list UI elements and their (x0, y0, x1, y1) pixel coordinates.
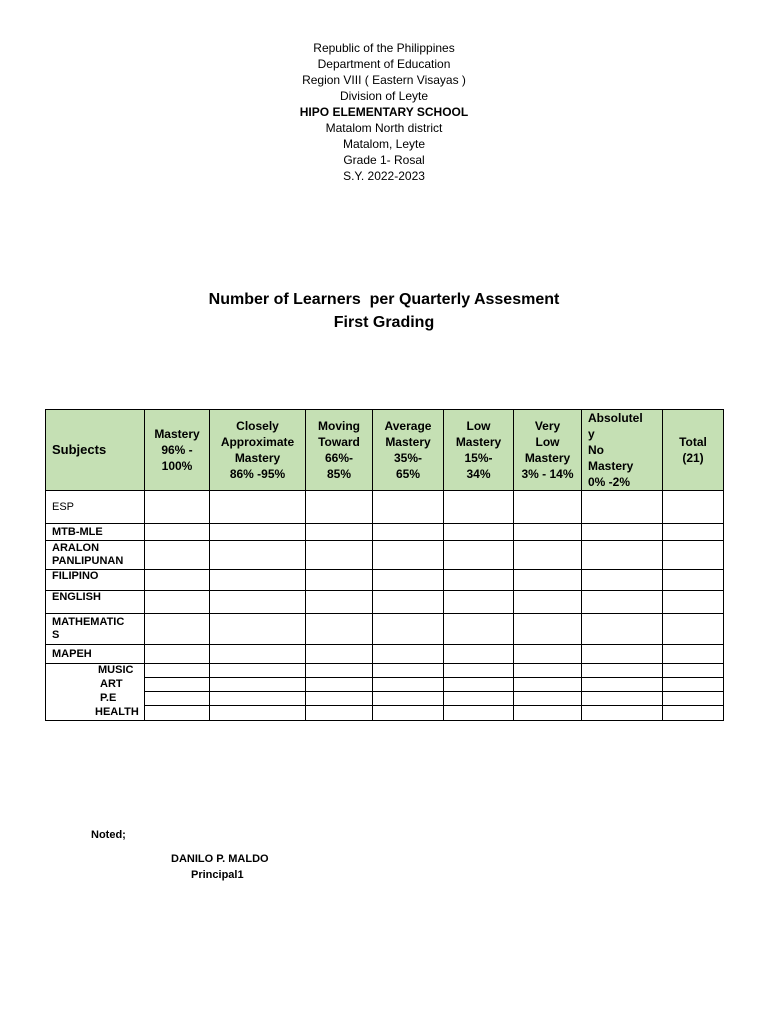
table-row (46, 706, 724, 721)
data-cell[interactable] (210, 614, 306, 645)
data-cell[interactable] (145, 645, 210, 664)
data-cell[interactable] (373, 645, 444, 664)
data-cell[interactable] (444, 570, 514, 591)
header-line: Division of Leyte (339, 89, 429, 103)
data-cell[interactable] (582, 524, 663, 541)
table-row (46, 664, 724, 678)
data-cell[interactable] (373, 524, 444, 541)
data-cell[interactable] (514, 541, 582, 570)
data-cell[interactable] (514, 614, 582, 645)
data-cell[interactable] (210, 706, 306, 721)
subject-cell: MUSIC (46, 664, 145, 678)
data-cell[interactable] (444, 678, 514, 692)
data-cell[interactable] (145, 541, 210, 570)
document-header (0, 40, 768, 184)
data-cell[interactable] (444, 645, 514, 664)
data-cell[interactable] (306, 570, 373, 591)
data-cell[interactable] (306, 491, 373, 524)
data-cell[interactable] (663, 678, 724, 692)
data-cell[interactable] (582, 614, 663, 645)
data-cell[interactable] (663, 692, 724, 706)
subject-cell: FILIPINO (46, 570, 145, 591)
subject-cell: MTB-MLE (46, 524, 145, 541)
data-cell[interactable] (663, 706, 724, 721)
data-cell[interactable] (210, 541, 306, 570)
data-cell[interactable] (306, 692, 373, 706)
data-cell[interactable] (663, 491, 724, 524)
subject-cell: ENGLISH (46, 591, 145, 614)
table-row (46, 570, 724, 591)
subject-cell: ART (46, 678, 145, 692)
title-line-2: First Grading (333, 314, 435, 331)
data-cell[interactable] (210, 678, 306, 692)
assessment-table (45, 409, 724, 721)
data-cell[interactable] (306, 664, 373, 678)
subject-cell: ARALON PANLIPUNAN (46, 541, 145, 570)
data-cell[interactable] (145, 614, 210, 645)
title-line-1: Number of Learners per Quarterly Assesment (208, 291, 560, 308)
data-cell[interactable] (306, 645, 373, 664)
data-cell[interactable] (582, 570, 663, 591)
data-cell[interactable] (514, 706, 582, 721)
data-cell[interactable] (444, 491, 514, 524)
data-cell[interactable] (373, 541, 444, 570)
data-cell[interactable] (306, 614, 373, 645)
data-cell[interactable] (582, 491, 663, 524)
data-cell[interactable] (663, 541, 724, 570)
data-cell[interactable] (145, 591, 210, 614)
table-row (46, 692, 724, 706)
data-cell[interactable] (514, 524, 582, 541)
data-cell[interactable] (582, 541, 663, 570)
report-title (0, 288, 768, 334)
subject-cell: MATHEMATIC S (46, 614, 145, 645)
data-cell[interactable] (582, 706, 663, 721)
data-cell[interactable] (663, 591, 724, 614)
data-cell[interactable] (663, 524, 724, 541)
data-cell[interactable] (373, 692, 444, 706)
col-header-low-mastery: Low Mastery 15%- 34% (444, 410, 514, 491)
data-cell[interactable] (145, 570, 210, 591)
data-cell[interactable] (514, 664, 582, 678)
data-cell[interactable] (582, 645, 663, 664)
table-row (46, 591, 724, 614)
data-cell[interactable] (514, 570, 582, 591)
data-cell[interactable] (582, 591, 663, 614)
data-cell[interactable] (444, 692, 514, 706)
data-cell[interactable] (145, 524, 210, 541)
table-row (46, 491, 724, 524)
data-cell[interactable] (306, 524, 373, 541)
data-cell[interactable] (373, 570, 444, 591)
data-cell[interactable] (306, 706, 373, 721)
data-cell[interactable] (306, 591, 373, 614)
data-cell[interactable] (306, 678, 373, 692)
data-cell[interactable] (444, 524, 514, 541)
table-row (46, 678, 724, 692)
data-cell[interactable] (444, 664, 514, 678)
school-name: HIPO ELEMENTARY SCHOOL (299, 105, 469, 119)
data-cell[interactable] (210, 591, 306, 614)
data-cell[interactable] (582, 678, 663, 692)
data-cell[interactable] (373, 678, 444, 692)
data-cell[interactable] (210, 664, 306, 678)
data-cell[interactable] (444, 614, 514, 645)
data-cell[interactable] (663, 570, 724, 591)
subject-cell: P.E (46, 692, 145, 706)
data-cell[interactable] (210, 645, 306, 664)
table-row (46, 524, 724, 541)
header-line: Region VIII ( Eastern Visayas ) (302, 73, 466, 87)
header-line: Matalom, Leyte (342, 137, 426, 151)
data-cell[interactable] (444, 591, 514, 614)
table-row (46, 614, 724, 645)
data-cell[interactable] (210, 491, 306, 524)
subject-cell: HEALTH (46, 706, 145, 721)
table-row (46, 645, 724, 664)
data-cell[interactable] (145, 692, 210, 706)
data-cell[interactable] (582, 664, 663, 678)
col-header-mastery: Mastery 96% - 100% (145, 410, 210, 491)
header-line: S.Y. 2022-2023 (343, 169, 425, 183)
subject-cell: MAPEH (46, 645, 145, 664)
data-cell[interactable] (373, 706, 444, 721)
data-cell[interactable] (582, 692, 663, 706)
data-cell[interactable] (514, 491, 582, 524)
data-cell[interactable] (210, 570, 306, 591)
data-cell[interactable] (663, 614, 724, 645)
data-cell[interactable] (373, 614, 444, 645)
data-cell[interactable] (514, 591, 582, 614)
table-row (46, 541, 724, 570)
data-cell[interactable] (663, 664, 724, 678)
col-header-moving-toward: Moving Toward 66%- 85% (306, 410, 373, 491)
data-cell[interactable] (444, 706, 514, 721)
data-cell[interactable] (306, 541, 373, 570)
data-cell[interactable] (373, 591, 444, 614)
signatory-name: DANILO P. MALDO (171, 853, 269, 865)
data-cell[interactable] (145, 678, 210, 692)
data-cell[interactable] (444, 541, 514, 570)
table-header-row (46, 410, 724, 491)
signatory-position: Principal1 (191, 869, 244, 881)
col-header-closely-approximate: Closely Approximate Mastery 86% -95% (210, 410, 306, 491)
data-cell[interactable] (663, 645, 724, 664)
col-header-total: Total (21) (663, 410, 724, 491)
col-header-subjects: Subjects (46, 410, 145, 491)
data-cell[interactable] (210, 524, 306, 541)
data-cell[interactable] (145, 706, 210, 721)
data-cell[interactable] (145, 491, 210, 524)
header-line: Matalom North district (325, 121, 443, 135)
data-cell[interactable] (210, 692, 306, 706)
data-cell[interactable] (514, 645, 582, 664)
header-line: Department of Education (317, 57, 451, 71)
col-header-absolutely-no-mastery: Absolutel y No Mastery 0% -2% (582, 410, 663, 491)
header-line: Grade 1- Rosal (343, 153, 425, 167)
data-cell[interactable] (373, 664, 444, 678)
data-cell[interactable] (514, 692, 582, 706)
header-line: Republic of the Philippines (313, 41, 455, 55)
noted-label: Noted; (91, 829, 126, 841)
data-cell[interactable] (145, 664, 210, 678)
subject-cell: ESP (46, 491, 145, 524)
col-header-very-low-mastery: Very Low Mastery 3% - 14% (514, 410, 582, 491)
col-header-average-mastery: Average Mastery 35%- 65% (373, 410, 444, 491)
data-cell[interactable] (514, 678, 582, 692)
data-cell[interactable] (373, 491, 444, 524)
